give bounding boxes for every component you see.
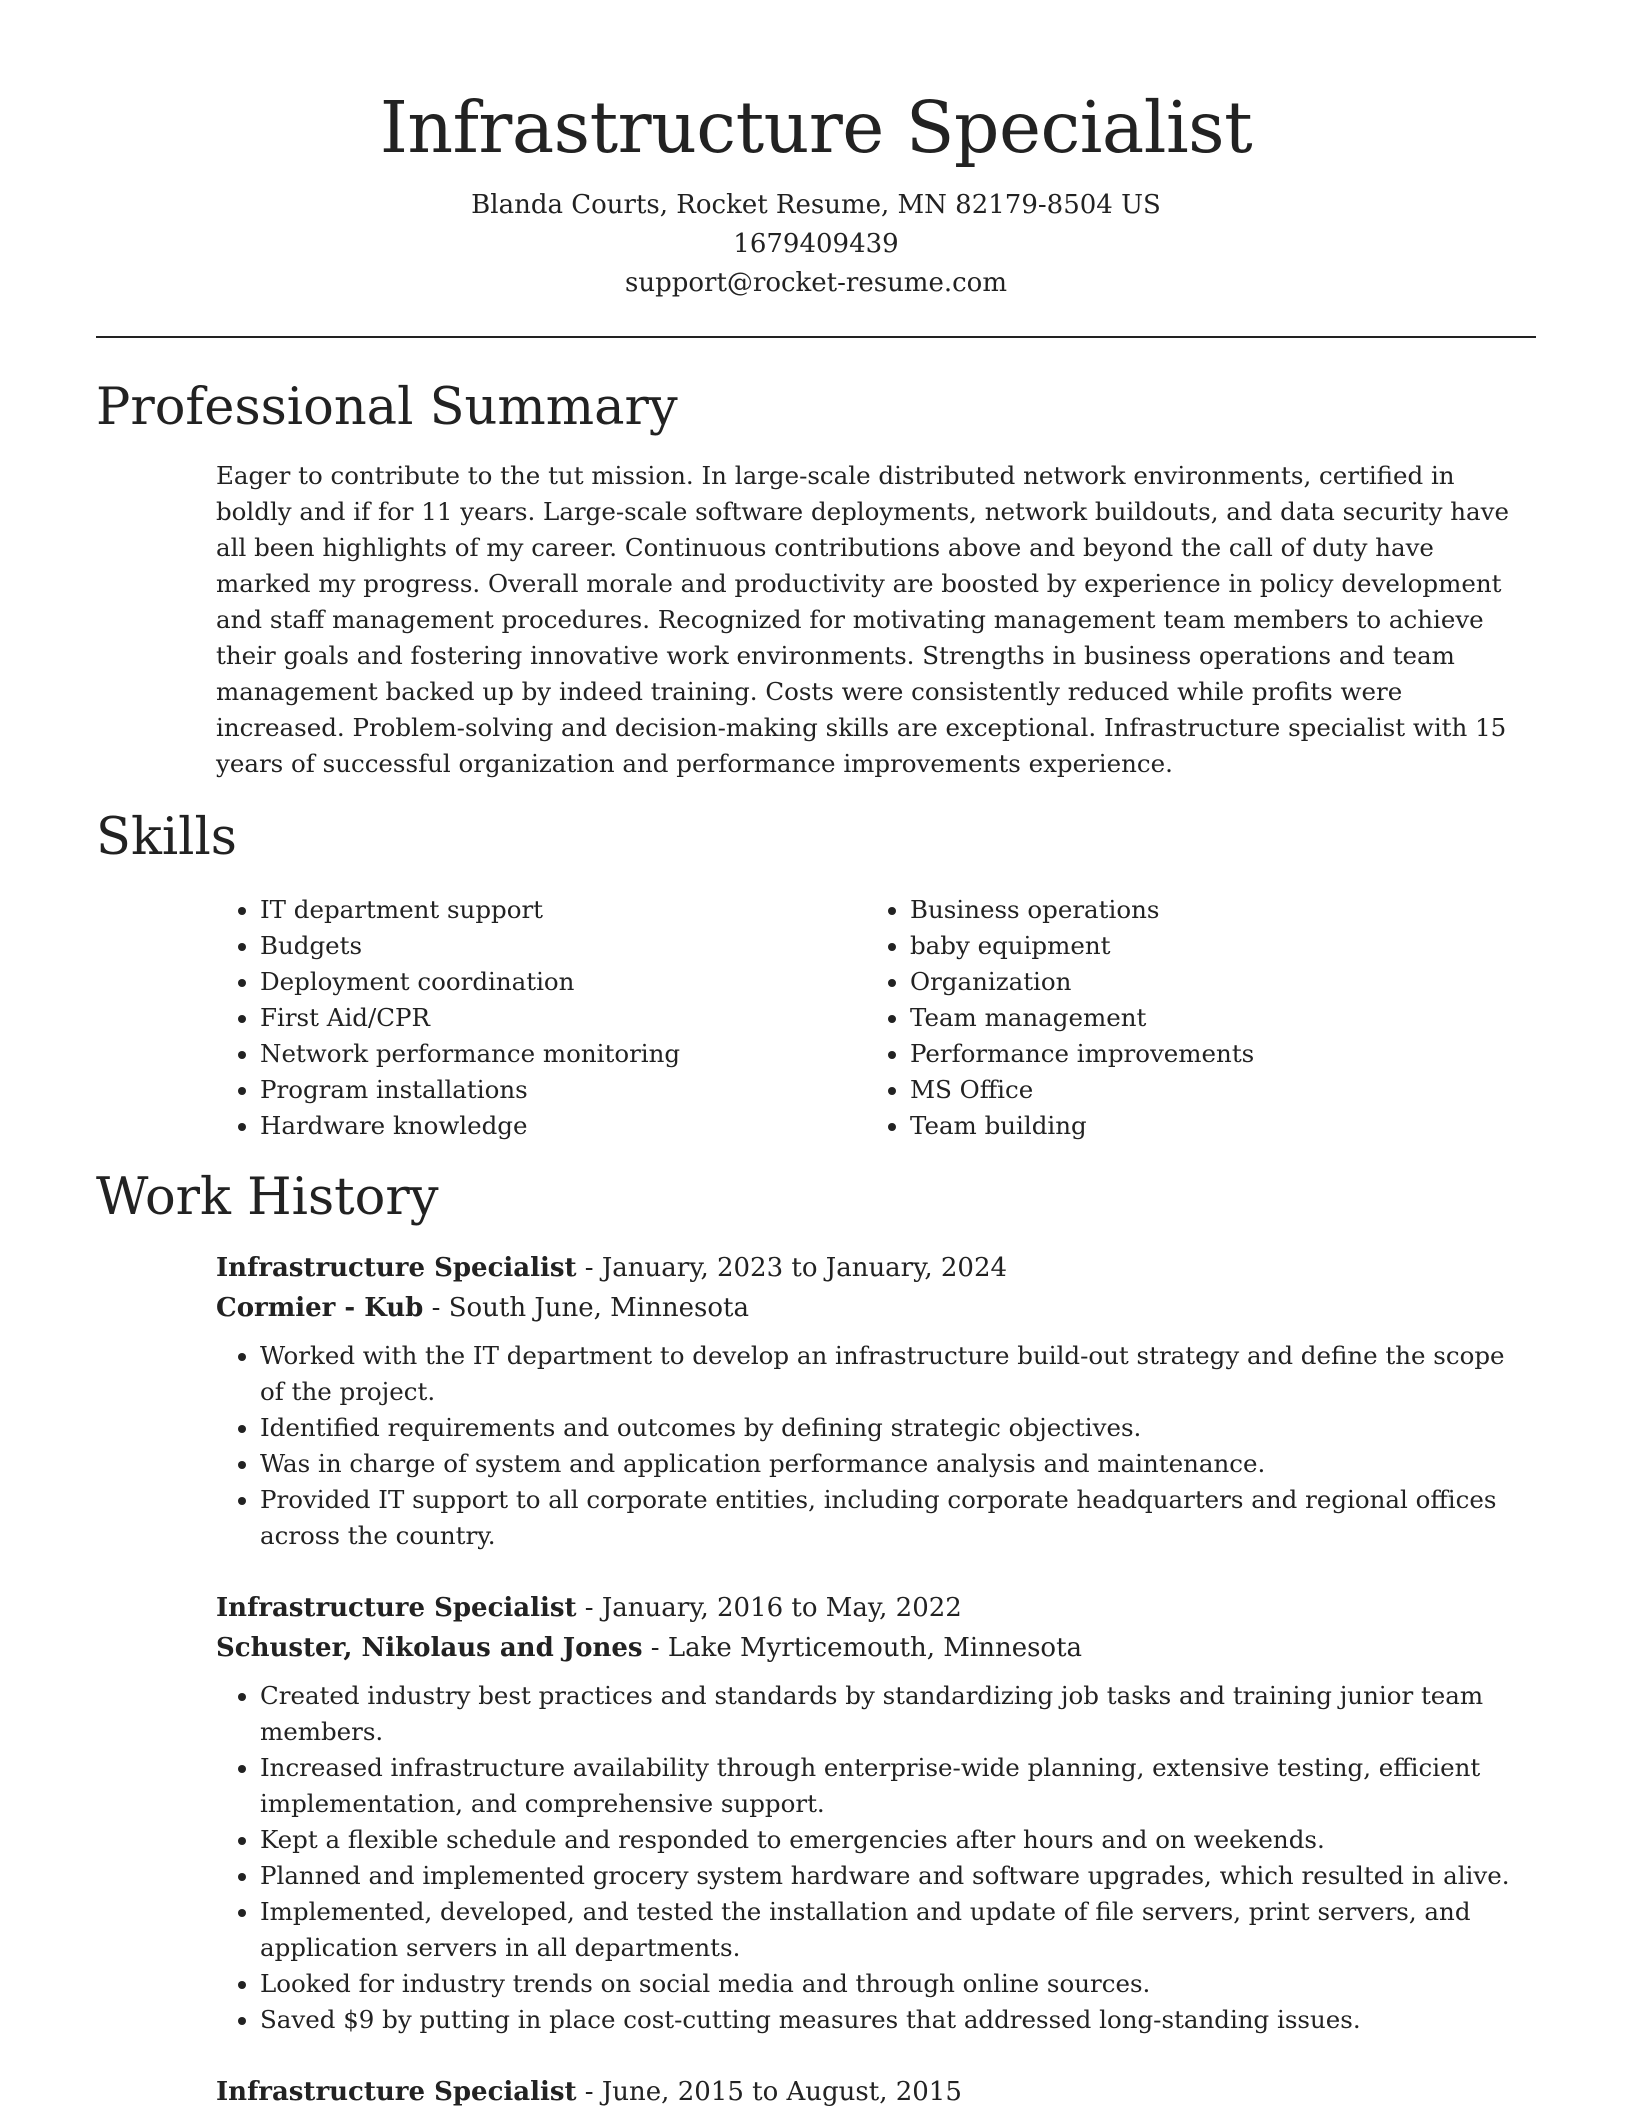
skill-item: • Performance improvements bbox=[910, 1036, 1254, 1072]
skill-item: • IT department support bbox=[260, 892, 866, 928]
skill-item: • Deployment coordination bbox=[260, 964, 866, 1000]
resume-header bbox=[96, 0, 1536, 303]
job-title-line bbox=[216, 1588, 1536, 1628]
job-location: - Lake Myrticemouth, Minnesota bbox=[642, 1633, 1083, 1663]
job-title: Infrastructure Specialist bbox=[216, 2077, 577, 2107]
contact-phone: 1679409439 bbox=[733, 229, 899, 259]
header-divider bbox=[96, 336, 1536, 338]
skill-item: • Business operations bbox=[910, 892, 1254, 928]
skills-heading: Skills bbox=[96, 808, 237, 867]
skill-item: • baby equipment bbox=[910, 928, 1254, 964]
job-entry bbox=[216, 2072, 1536, 2112]
job-title-line bbox=[216, 2072, 1536, 2112]
job-bullets bbox=[216, 1678, 1536, 2038]
job-bullet: • Identified requirements and outcomes by defining strategic objectives. bbox=[260, 1410, 1536, 1446]
job-bullet: • Increased infrastructure availability through enterprise-wide planning, extensive testing, efficient implementation, and comprehensive support. bbox=[260, 1750, 1536, 1822]
job-company-line bbox=[216, 1628, 1536, 1668]
job-company-line bbox=[216, 1288, 1536, 1328]
skill-item: • Budgets bbox=[260, 928, 866, 964]
job-bullet: • Was in charge of system and application performance analysis and maintenance. bbox=[260, 1446, 1536, 1482]
summary-heading: Professional Summary bbox=[96, 378, 678, 437]
page-title: Infrastructure Specialist bbox=[379, 86, 1253, 169]
skill-item: • Program installations bbox=[260, 1072, 866, 1108]
contact-email: support@rocket-resume.com bbox=[624, 268, 1007, 298]
skills-list bbox=[216, 892, 1536, 1144]
job-bullet: • Provided IT support to all corporate entities, including corporate headquarters and regional offices across the country. bbox=[260, 1482, 1536, 1554]
job-bullet: • Implemented, developed, and tested the installation and update of file servers, print servers, and application servers in all departments. bbox=[260, 1894, 1536, 1966]
job-bullet: • Planned and implemented grocery system hardware and software upgrades, which resulted in alive. bbox=[260, 1858, 1536, 1894]
skill-item: • Team building bbox=[910, 1108, 1254, 1144]
skill-item: • Team management bbox=[910, 1000, 1254, 1036]
skills-column-left bbox=[216, 892, 866, 1144]
contact-address: Blanda Courts, Rocket Resume, MN 82179-8504 US bbox=[471, 190, 1161, 220]
job-dates: - January, 2023 to January, 2024 bbox=[576, 1253, 1008, 1283]
job-bullets bbox=[216, 1338, 1536, 1554]
skill-item: • Hardware knowledge bbox=[260, 1108, 866, 1144]
job-location: - South June, Minnesota bbox=[423, 1293, 749, 1323]
job-title: Infrastructure Specialist bbox=[216, 1593, 577, 1623]
work-history-heading: Work History bbox=[96, 1168, 439, 1227]
job-entry bbox=[216, 1248, 1536, 1554]
skill-item: • Network performance monitoring bbox=[260, 1036, 866, 1072]
job-bullet: • Kept a flexible schedule and responded to emergencies after hours and on weekends. bbox=[260, 1822, 1536, 1858]
job-entry bbox=[216, 1588, 1536, 2038]
job-bullet: • Worked with the IT department to develop an infrastructure build-out strategy and define the scope of the project. bbox=[260, 1338, 1536, 1410]
job-title: Infrastructure Specialist bbox=[216, 1253, 577, 1283]
job-bullet: • Created industry best practices and standards by standardizing job tasks and training junior team members. bbox=[260, 1678, 1536, 1750]
summary-paragraph: Eager to contribute to the tut mission. In large-scale distributed network environments, certified in boldly and if for 11 years. Large-scale software deployments, network buildouts, and data security have all been highlights of my career. Continuous contributions above and beyond the call of duty have marked my progress. Overall morale and productivity are boosted by experience in policy development and staff management procedures. Recognized for motivating management team members to achieve their goals and fostering innovative work environments. Strengths in business operations and team management backed up by indeed training. Costs were consistently reduced while profits were increased. Problem-solving and decision-making skills are exceptional. Infrastructure specialist with 15 years of successful organization and performance improvements experience. bbox=[216, 461, 1509, 778]
job-dates: - June, 2015 to August, 2015 bbox=[576, 2077, 962, 2107]
job-bullet: • Looked for industry trends on social media and through online sources. bbox=[260, 1966, 1536, 2002]
job-bullet: • Saved $9 by putting in place cost-cutting measures that addressed long-standing issues. bbox=[260, 2002, 1536, 2038]
job-dates: - January, 2016 to May, 2022 bbox=[576, 1593, 962, 1623]
skills-column-right bbox=[866, 892, 1254, 1144]
skill-item: • Organization bbox=[910, 964, 1254, 1000]
job-company: Cormier - Kub bbox=[216, 1293, 424, 1323]
skill-item: • MS Office bbox=[910, 1072, 1254, 1108]
resume-page bbox=[96, 0, 1536, 2112]
job-company: Schuster, Nikolaus and Jones bbox=[216, 1633, 643, 1663]
job-title-line bbox=[216, 1248, 1536, 1288]
skill-item: • First Aid/CPR bbox=[260, 1000, 866, 1036]
